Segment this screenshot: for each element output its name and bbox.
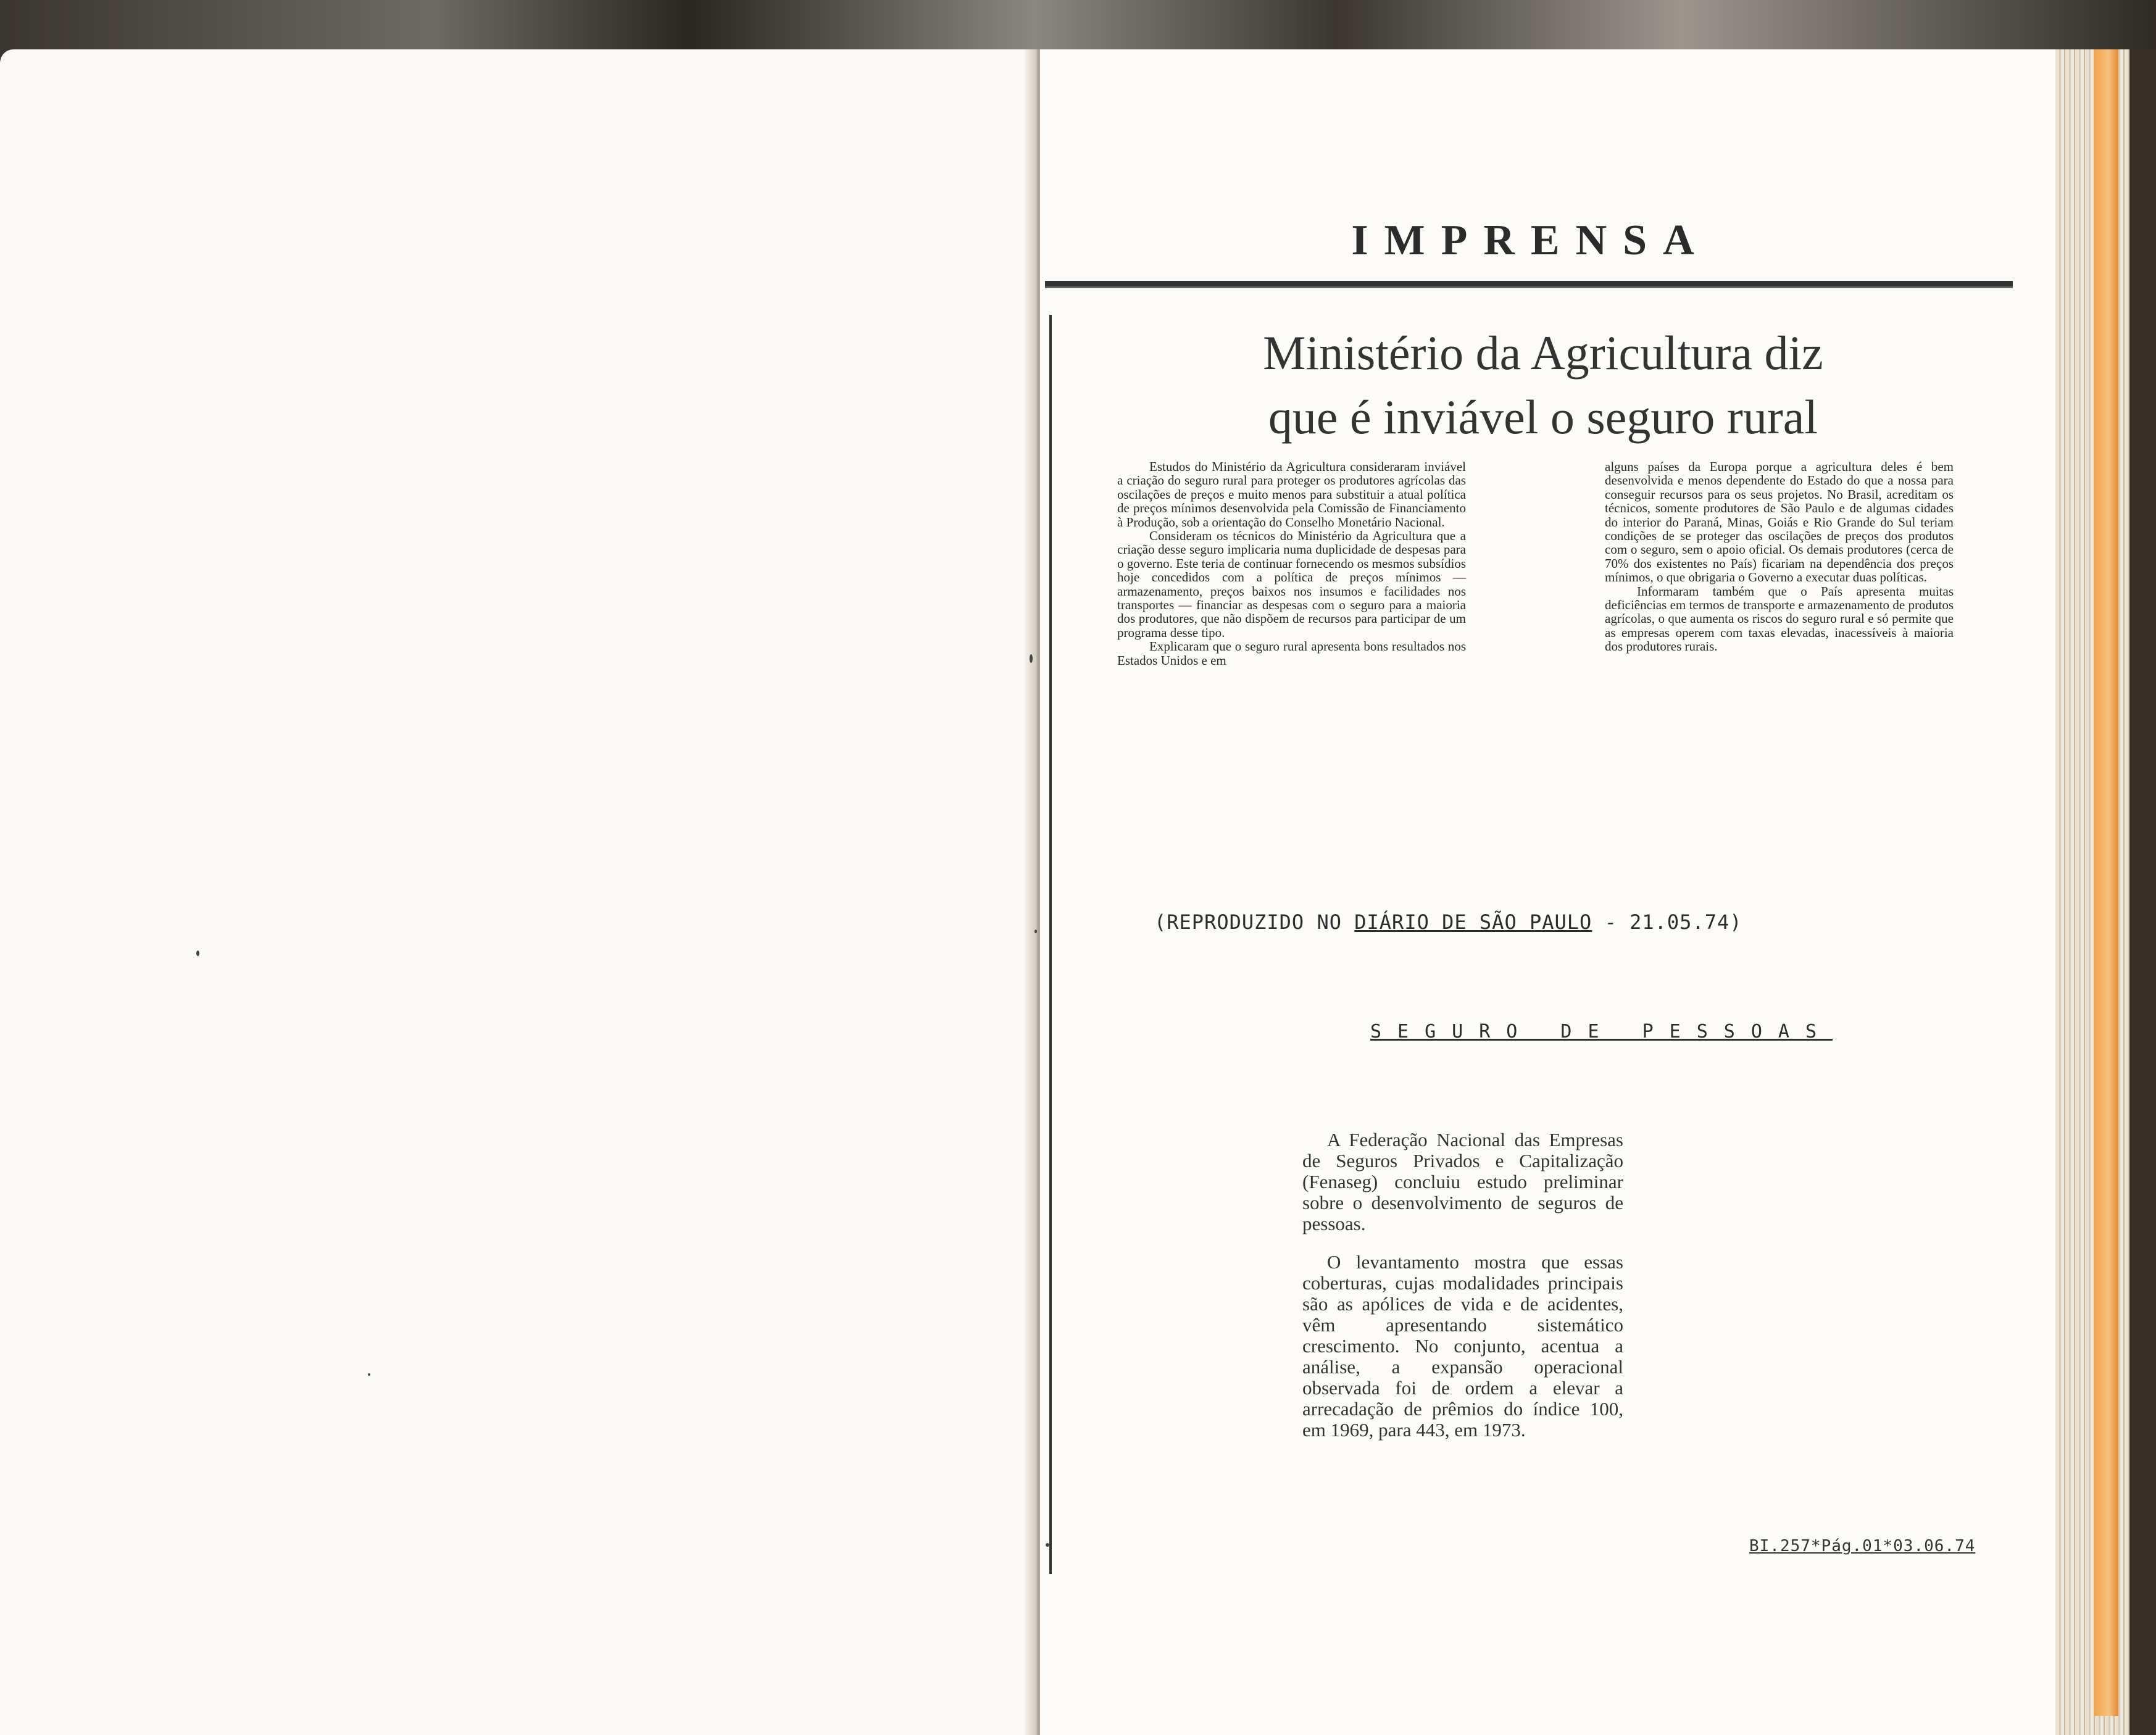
header-rule: [1045, 281, 2013, 288]
reproduction-prefix: (REPRODUZIDO NO: [1154, 910, 1355, 934]
article-headline: [1086, 321, 2000, 449]
paragraph: alguns países da Europa porque a agricultura deles é bem desenvolvida e menos dependente do Estado do que a nossa para conseguir recursos para os seus projetos. No Brasil, acreditam os técnicos, somente produtores de São Paulo e de algumas cidades do interior do Paraná, Minas, Goiás e Rio Grande do Sul teriam condições de se proteger das oscilações de preços dos produtos com o seguro, sem o apoio oficial. Os demais produtores (cerca de 70% dos existentes no País) ficariam na dependência dos preços mínimos, o que obrigaria o Governo a executar duas políticas.: [1605, 459, 1954, 585]
paragraph: O levantamento mostra que essas coberturas, cujas modalidades principais são as apólices de vida e de acidentes, vêm apresentando sistemático crescimento. No conjunto, acentua a análise, a expansão operacional observada foi de ordem a elevar a arrecadação de prêmios do índice 100, em 1969, para 443, em 1973.: [1302, 1251, 1623, 1441]
reproduction-suffix: - 21.05.74): [1592, 910, 1742, 934]
paragraph: Consideram os técnicos do Ministério da Agricultura que a criação desse seguro implicaria numa duplicidade de despesas para o governo. Este teria de continuar fornecendo os mesmos subsídios hoje concedidos com a política de preços mínimos — armazenamento, preços baixos nos insumos e facilidades nos transportes — financiar as despesas com o seguro para a maioria dos produtores, que não dispõem de recursos para participar de um programa desse tipo.: [1117, 528, 1466, 640]
speck: [196, 951, 199, 956]
paragraph: Estudos do Ministério da Agricultura consideraram inviável a criação do seguro rural para proteger os produtores agrícolas das oscilações de preços e muito menos para substituir a atual política de preços mínimos desenvolvida pela Comissão de Financiamento à Produção, sob a orientação do Conselho Monetário Nacional.: [1117, 459, 1466, 530]
orange-page-edge: [2094, 49, 2118, 1716]
headline-line-1: Ministério da Agricultura diz: [1263, 326, 1823, 380]
reproduction-source: DIÁRIO DE SÃO PAULO: [1354, 910, 1592, 934]
headline-line-2: que é inviável o seguro rural: [1268, 390, 1818, 444]
book-cover-edge: [2129, 49, 2156, 1735]
left-blank-page: [0, 49, 1032, 1735]
paragraph: A Federação Nacional das Empresas de Seguros Privados e Capitalização (Fenaseg) concluiu estudo preliminar sobre o desenvolvimento de seguros de pessoas.: [1302, 1129, 1623, 1234]
article-column-1: [1117, 460, 1466, 667]
speck: [1030, 654, 1033, 663]
right-page: [1040, 49, 2065, 1735]
paragraph: Informaram também que o País apresenta muitas deficiências em termos de transporte e armazenamento de produtos agrícolas, o que aumenta os riscos do seguro rural e só permite que as empresas operem com taxas elevadas, inacessíveis à maioria dos produtores rurais.: [1605, 583, 1954, 654]
page-reference: BI.257*Pág.01*03.06.74: [1749, 1537, 1976, 1555]
reproduction-note: [1154, 910, 1742, 934]
article-column-2: [1605, 460, 1954, 654]
paragraph: Explicaram que o seguro rural apresenta bons resultados nos Estados Unidos e em: [1117, 639, 1466, 668]
speck: [1034, 930, 1037, 933]
article-2-body: [1302, 1130, 1623, 1458]
section-title: IMPRENSA: [1351, 217, 1710, 264]
article-left-border: [1049, 315, 1052, 1574]
section-heading: SEGURO DE PESSOAS: [1370, 1021, 1833, 1042]
speck: [368, 1373, 370, 1376]
